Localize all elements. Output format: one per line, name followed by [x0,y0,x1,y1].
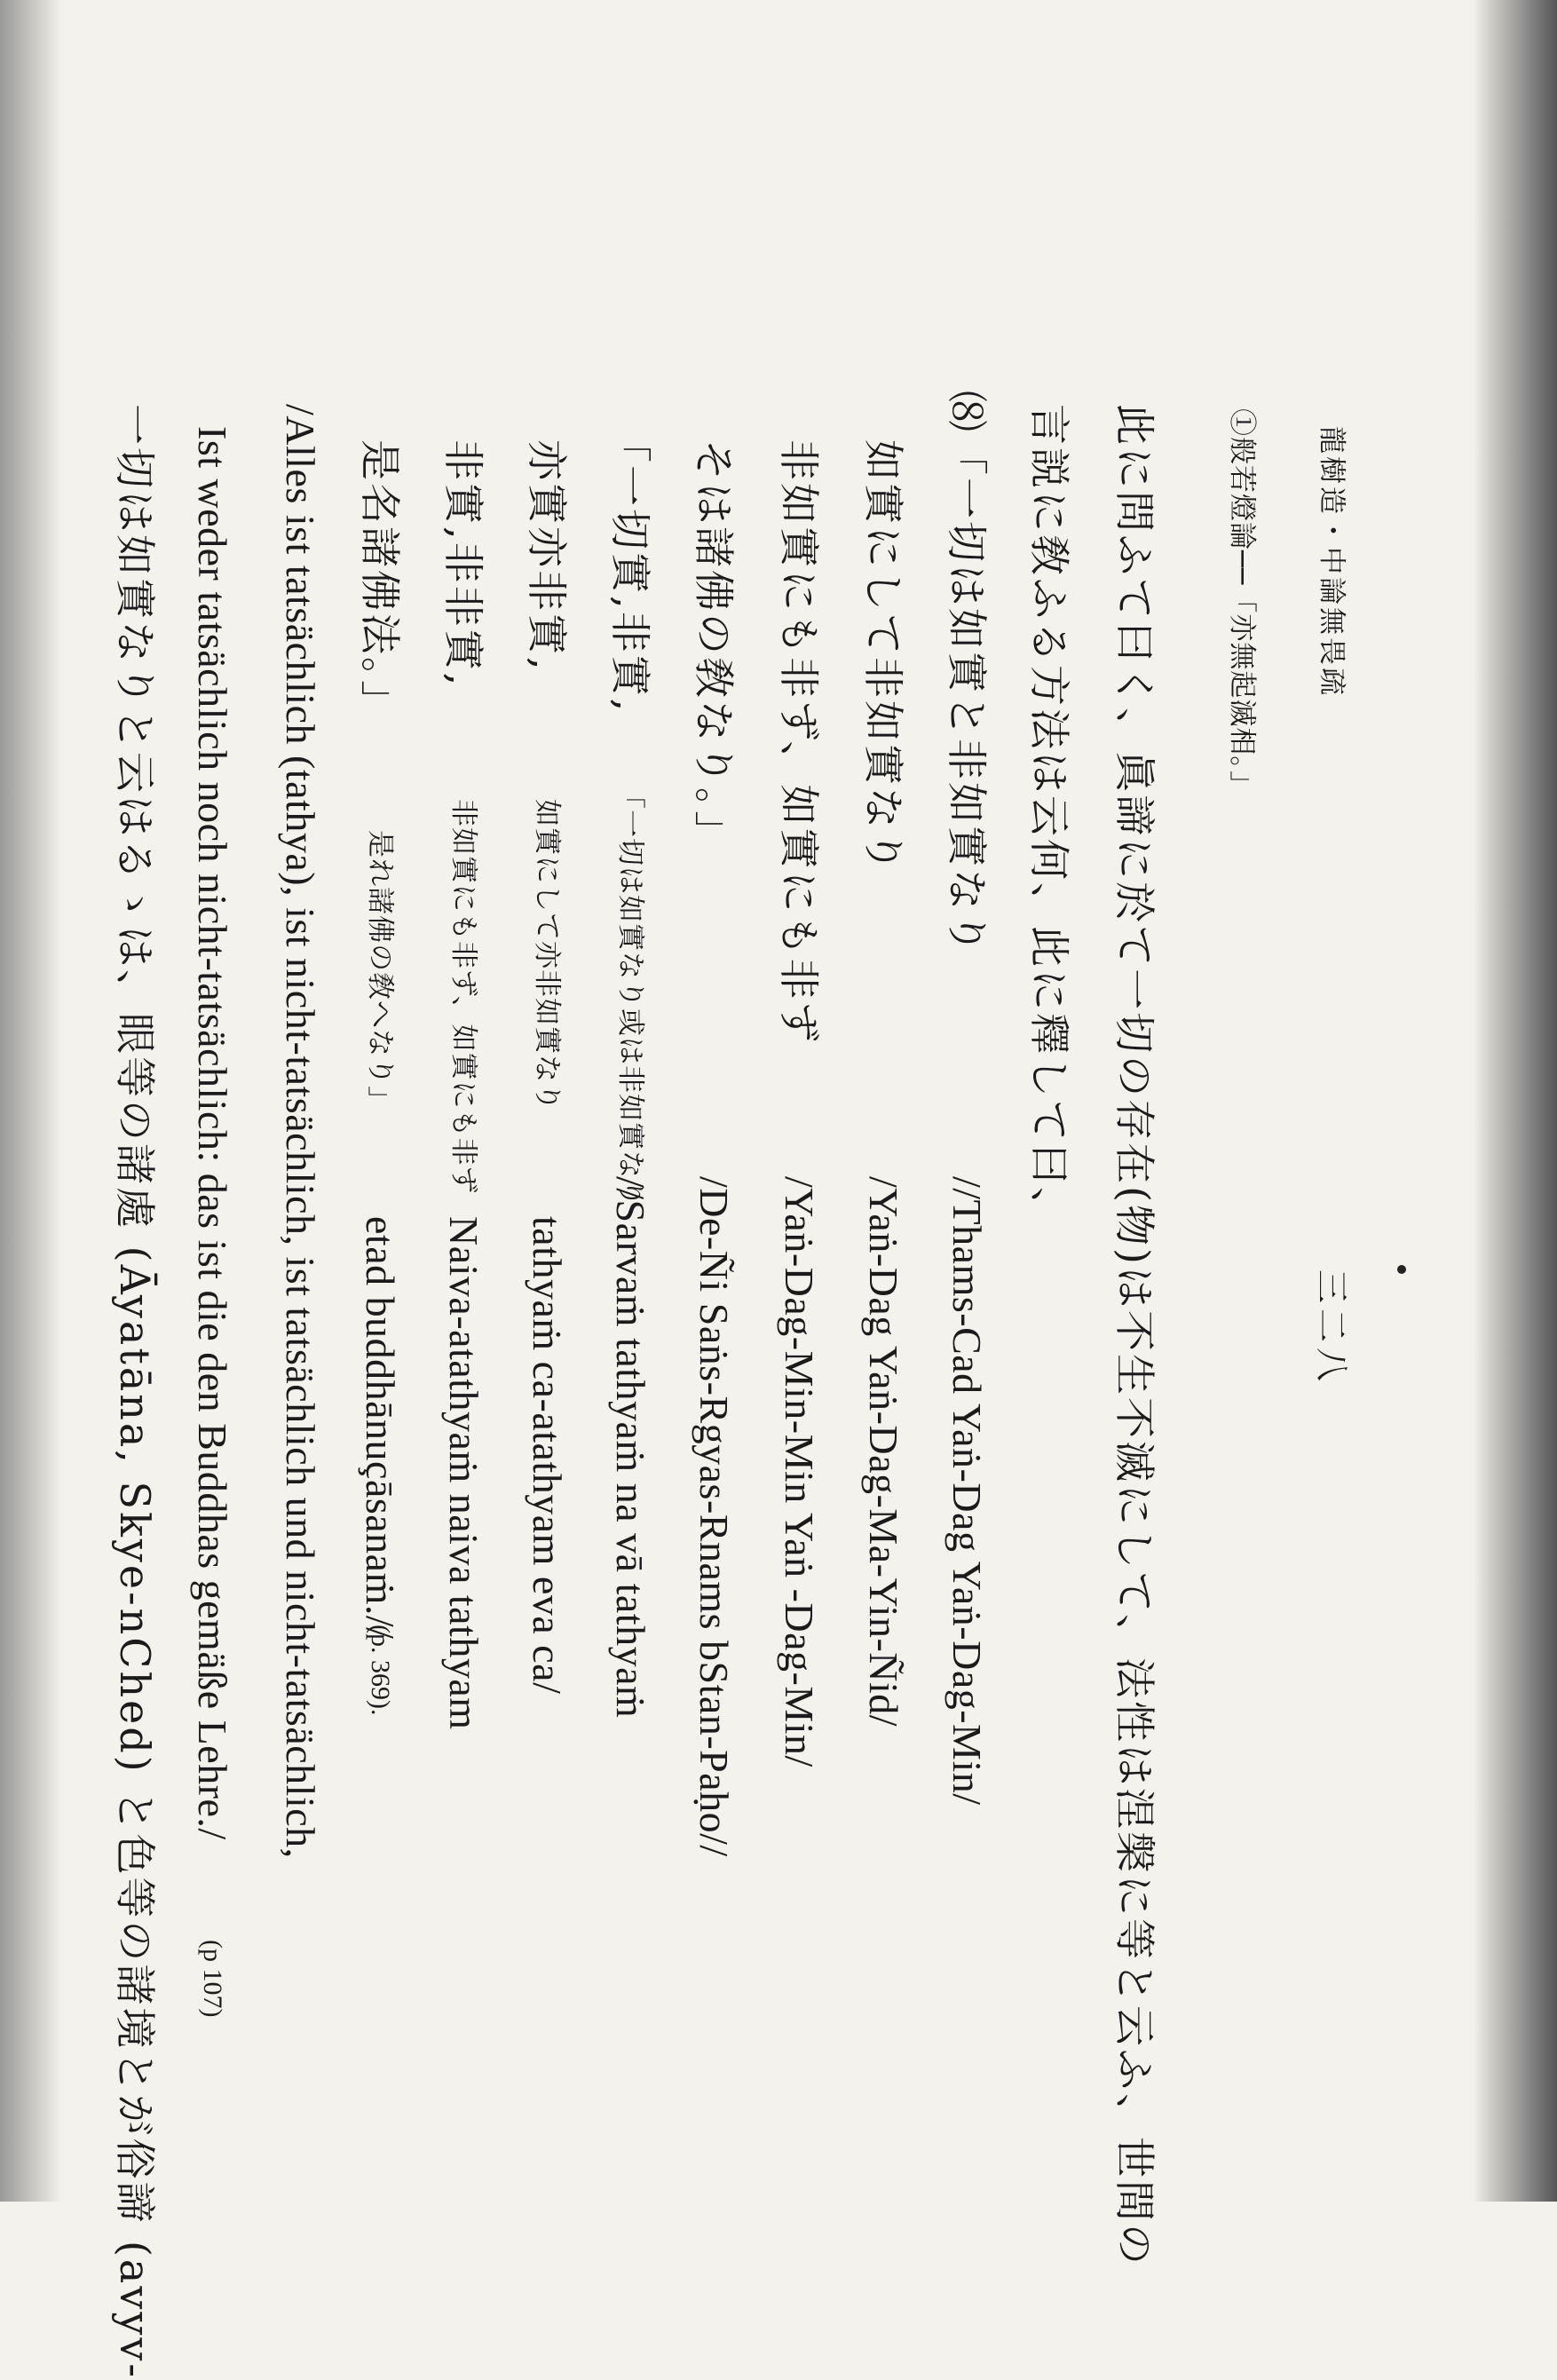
verse-line [356,0,404,2202]
page-reference: (p 107) [198,1940,227,2018]
verse-tibetan: /De-Ñi Saṅs-Rgyas-Rnams bStan-Paḥo// [692,1176,737,1857]
german-translation: /Alles ist tatsächlich (tathya), ist nicht-tatsächlich, ist tatsächlich und nicht-tatsächlich, [278,404,323,1859]
verse-sanskrit: Naiva-atathyaṁ naiva tathyam [441,1216,486,1730]
german-translation: Ist weder tatsächlich noch nicht-tatsächlich: das ist die den Buddhas gemäße Lehre./ [190,426,235,1840]
verse-gloss: 是れ諸佛の敎へなり」 [364,830,396,1114]
body-line [1025,0,1073,2202]
verse-tibetan: /Yaṅ-Dag Yaṅ-Dag-Ma-Yin-Ñid/ [861,1176,906,1728]
verse-chinese: 亦實亦非實, [523,439,571,673]
verse-gloss: 如實にして亦非如實なり [531,799,563,1111]
body-text: 此に問ふて曰く、眞諦に於て一切の存在(物)は不生不滅にして、法性は涅槃に等と云ふ、世間の [1110,404,1158,2267]
footnote-line [1224,0,1260,2202]
body-line [190,0,235,2202]
verse-japanese: ⑻「一切は如實と非如實なり [943,391,991,956]
verse-japanese: そは諸佛の敎なり。」 [690,439,738,854]
verse-japanese: 非如實にも非ず、如實にも非ず [775,439,823,1046]
page-reference: (p. 369). [366,1625,395,1716]
body-text: 言説に敎ふる方法は云何、此に釋して曰、 [1025,404,1073,1230]
verse-line [606,0,654,2202]
verse-line [439,0,487,2202]
verse-sanskrit: //Sarvaṁ tathyaṁ na vā tathyaṁ [608,1176,653,1719]
body-line [111,0,159,2380]
verse-sanskrit: etad buddhānuçāsanaṁ.// [358,1216,403,1640]
body-line [278,0,323,2202]
verse-line [775,0,823,2202]
verse-line [859,0,907,2202]
verse-line [690,0,738,2202]
header-line [1314,0,1349,2202]
verse-chinese: 「一切實,非實, [606,422,654,715]
page-number: 三二八 [1312,1269,1351,1388]
body-line [1110,0,1158,2267]
verse-chinese: 是名諸佛法。」 [356,439,404,723]
verse-tibetan: //Thams-Cad Yaṅ-Dag Yaṅ-Dag-Min/ [944,1176,990,1806]
verse-japanese: 如實にして非如實なり [859,439,907,874]
verse-line [943,0,991,2202]
footnote-reference: ①般若燈論──「亦無起滅相。」 [1226,408,1258,799]
verse-tibetan: /Yaṅ-Dag-Min-Min Yaṅ -Dag-Min/ [777,1176,822,1767]
verse-gloss: 非如實にも非ず、如實にも非ず [447,799,479,1195]
body-text: 一切は如實なりと云はるゝは、眼等の諸處 (Āyatāna, Skye-nChed) と色等の諸境とが俗諦 (avyv- [111,404,159,2380]
verse-sanskrit: tathyaṁ ca-atathyam eva ca/ [525,1216,570,1695]
verse-chinese: 非實,非非實, [439,439,487,689]
verse-gloss: 「一切は如實なり或は非如實なり [614,781,646,1207]
verse-line [523,0,571,2202]
running-header: 龍樹造・中論無畏疏 [1316,426,1348,698]
